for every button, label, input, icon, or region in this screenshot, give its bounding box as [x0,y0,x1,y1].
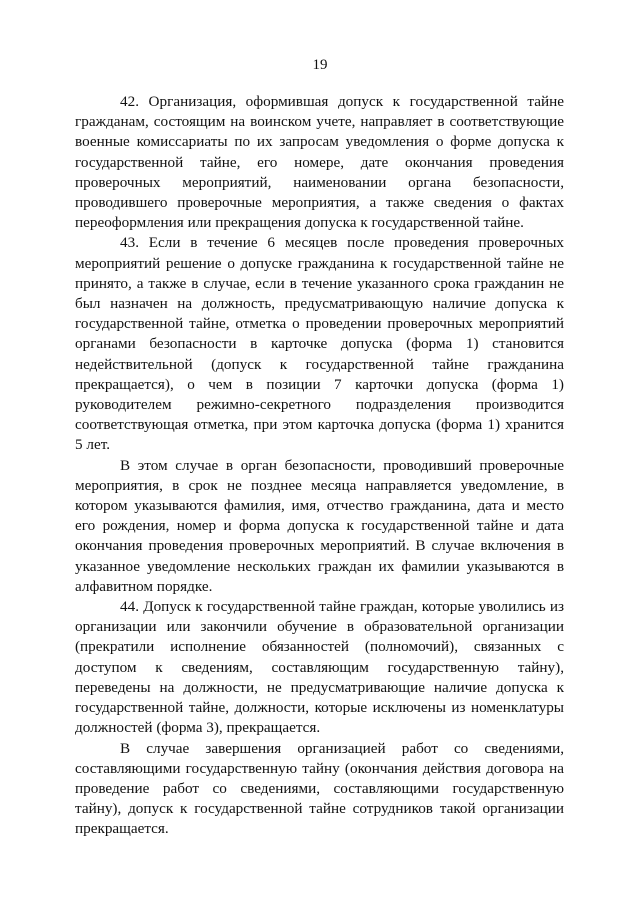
paragraph-43-continuation: В этом случае в орган безопасности, проводивший проверочные мероприятия, в срок не позднее месяца направляется уведомление, в котором указываются фамилия, имя, отчество гражданина, дата и место его рождения, номер и форма допуска к государственной тайне и дата окончания проведения проверочных мероприятий. В случае включения в указанное уведомление нескольких граждан их фамилии указываются в алфавитном порядке. [75,456,564,595]
page-number: 19 [312,57,328,73]
paragraph-44-continuation: В случае завершения организацией работ со сведениями, составляющими государственную тайну (окончания действия договора на проведение работ со сведениями, составляющими государственную тайну), допуск к государственной тайне сотрудников такой организации прекращается. [75,739,564,838]
paragraph-43: 43. Если в течение 6 месяцев после проведения проверочных мероприятий решение о допуске гражданина к государственной тайне не принято, а также в случае, если в течение указанного срока гражданин не был назначен на должность, предусматривающую наличие допуска к государственной тайне, отметка о проведении проверочных мероприятий органами безопасности в карточке допуска (форма 1) становится недействительной (допуск к государственной тайне гражданина прекращается), о чем в позиции 7 карточки допуска (форма 1) руководителем режимно-секретного подразделения производится соответствующая отметка, при этом карточка допуска (форма 1) хранится 5 лет. [75,234,564,454]
paragraph-44: 44. Допуск к государственной тайне граждан, которые уволились из организации или закончили обучение в образовательной организации (прекратили исполнение обязанностей (полномочий), связанных с доступом к сведениям, составляющим государственную тайну), переведены на должности, не предусматривающие наличие допуска к государственной тайне, должности, которые исключены из номенклатуры должностей (форма 3), прекращается. [75,598,564,737]
paragraph-42: 42. Организация, оформившая допуск к государственной тайне гражданам, состоящим на воинском учете, направляет в соответствующие военные комиссариаты по их запросам уведомления о форме допуска к государственной тайне, его номере, дате окончания проведения проверочных мероприятий, наименовании органа безопасности, проводившего проверочные мероприятия, а также сведения о фактах переоформления или прекращения допуска к государственной тайне. [75,93,564,232]
document-body [75,92,564,840]
